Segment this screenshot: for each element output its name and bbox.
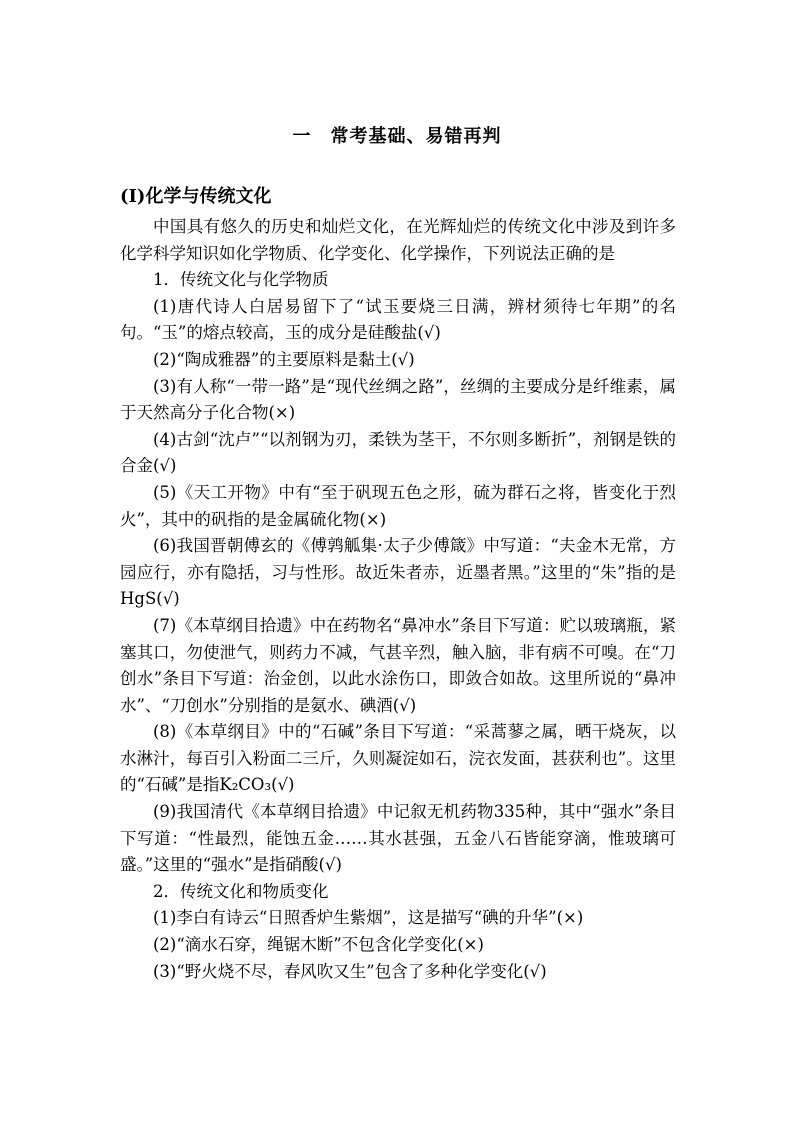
list-item: (3)有人称“一带一路”是“现代丝绸之路”，丝绸的主要成分是纤维素，属于天然高分子化合物(×): [120, 376, 676, 423]
document-body: [120, 214, 676, 985]
intro-paragraph: 中国具有悠久的历史和灿烂文化，在光辉灿烂的传统文化中涉及到许多化学科学知识如化学物质、化学变化、化学操作，下列说法正确的是: [120, 217, 676, 263]
part1-heading: 1．传统文化与化学物质: [153, 270, 329, 290]
list-item: (2)“陶成雅器”的主要原料是黏土(√): [153, 349, 415, 369]
page-title: 一 常考基础、易错再判: [292, 126, 502, 147]
list-item: (6)我国晋朝傅玄的《傅鹑觚集·太子少傅箴》中写道：“夫金木无常，方园应行，亦有隐括，习与性形。故近朱者赤，近墨者黑。”这里的“朱”指的是HgS(√): [120, 536, 676, 609]
list-item: (9)我国清代《本草纲目拾遗》中记叙无机药物335种，其中“强水”条目下写道：“性最烈，能蚀五金……其水甚强，五金八石皆能穿滴，惟玻璃可盛。”这里的“强水”是指硝酸(√): [120, 802, 676, 875]
list-item: (1)唐代诗人白居易留下了“试玉要烧三日满，辨材须待七年期”的名句。“玉”的熔点较高，玉的成分是硅酸盐(√): [120, 296, 676, 343]
part2-heading: 2．传统文化和物质变化: [153, 881, 329, 901]
list-item: (5)《天工开物》中有“至于矾现五色之形，硫为群石之将，皆变化于烈火”，其中的矾指的是金属硫化物(×): [120, 482, 676, 529]
list-item: (7)《本草纲目拾遗》中在药物名“鼻冲水”条目下写道：贮以玻璃瓶，紧塞其口，勿使泄气，则药力不减，气甚辛烈，触入脑，非有病不可嗅。在“刀创水”条目下写道：治金创，以此水涂伤口，即敛合如故。这里所说的“鼻冲水”、“刀创水”分别指的是氨水、碘酒(√): [120, 615, 676, 715]
list-item: (1)李白有诗云“日照香炉生紫烟”，这是描写“碘的升华”(×): [153, 908, 584, 928]
section-heading: (Ⅰ)化学与传统文化: [120, 186, 272, 207]
list-item: (3)“野火烧不尽，春风吹又生”包含了多种化学变化(√): [153, 961, 547, 981]
list-item: (8)《本草纲目》中的“石碱”条目下写道：“采蒿蓼之属，晒干烧灰，以水淋汁，每百引入粉面二三斤，久则凝淀如石，浣衣发面，甚获利也”。这里的“石碱”是指K₂CO₃(√): [120, 722, 676, 795]
list-item: (4)古剑“沈卢”“以剂钢为刃，柔铁为茎干，不尔则多断折”，剂钢是铁的合金(√): [120, 429, 676, 476]
list-item: (2)“滴水石穿，绳锯木断”不包含化学变化(×): [153, 935, 484, 955]
